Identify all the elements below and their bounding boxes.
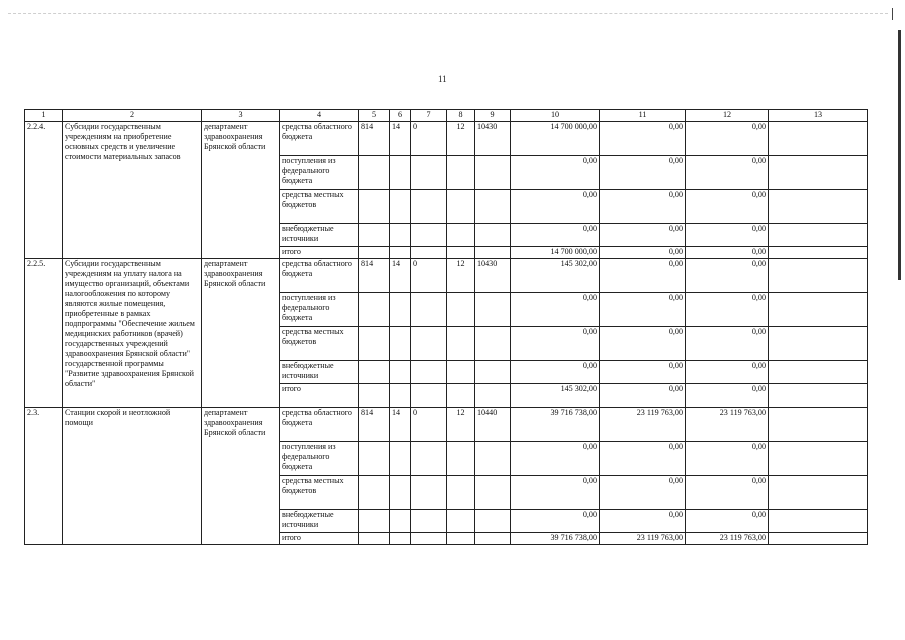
empty-cell	[390, 190, 411, 224]
funding-source: средства областного бюджета	[280, 408, 359, 442]
empty-cell	[447, 190, 475, 224]
amount-cell: 0,00	[600, 259, 686, 293]
code-cell: 14	[390, 259, 411, 293]
empty-cell	[769, 361, 868, 384]
amount-cell: 0,00	[600, 156, 686, 190]
empty-cell	[447, 156, 475, 190]
amount-cell: 39 716 738,00	[511, 533, 600, 545]
empty-cell	[447, 384, 475, 408]
empty-cell	[475, 247, 511, 259]
empty-cell	[769, 327, 868, 361]
empty-cell	[475, 442, 511, 476]
empty-cell	[359, 384, 390, 408]
empty-cell	[411, 247, 447, 259]
funding-source: поступления из федерального бюджета	[280, 156, 359, 190]
empty-cell	[359, 327, 390, 361]
amount-cell: 0,00	[686, 224, 769, 247]
empty-cell	[411, 533, 447, 545]
empty-cell	[769, 293, 868, 327]
header-cell: 4	[280, 110, 359, 122]
header-cell: 8	[447, 110, 475, 122]
code-cell: 10430	[475, 259, 511, 293]
empty-cell	[447, 224, 475, 247]
amount-cell: 14 700 000,00	[511, 247, 600, 259]
empty-cell	[359, 156, 390, 190]
empty-cell	[390, 156, 411, 190]
amount-cell: 0,00	[686, 384, 769, 408]
section-executor: департамент здравоохранения Брянской области	[202, 408, 280, 545]
funding-source: средства местных бюджетов	[280, 190, 359, 224]
code-cell: 14	[390, 122, 411, 156]
amount-cell: 0,00	[686, 190, 769, 224]
code-cell: 14	[390, 408, 411, 442]
section-number: 2.3.	[25, 408, 63, 545]
amount-cell: 0,00	[686, 510, 769, 533]
section-executor: департамент здравоохранения Брянской области	[202, 122, 280, 259]
amount-cell: 0,00	[600, 247, 686, 259]
code-cell: 12	[447, 408, 475, 442]
empty-cell	[411, 156, 447, 190]
amount-cell: 0,00	[686, 293, 769, 327]
code-cell: 814	[359, 122, 390, 156]
header-cell: 5	[359, 110, 390, 122]
empty-cell	[411, 442, 447, 476]
empty-cell	[475, 384, 511, 408]
code-cell: 814	[359, 259, 390, 293]
header-cell: 1	[25, 110, 63, 122]
empty-cell	[411, 384, 447, 408]
page-number: 11	[438, 74, 447, 84]
empty-cell	[359, 224, 390, 247]
empty-cell	[411, 361, 447, 384]
section-name: Станции скорой и неотложной помощи	[63, 408, 202, 545]
empty-cell	[769, 156, 868, 190]
empty-cell	[769, 224, 868, 247]
empty-cell	[411, 190, 447, 224]
empty-cell	[447, 533, 475, 545]
empty-cell	[447, 361, 475, 384]
empty-cell	[390, 384, 411, 408]
amount-cell: 23 119 763,00	[600, 533, 686, 545]
funding-source: итого	[280, 533, 359, 545]
scan-artifact-tick	[892, 8, 893, 20]
section-number: 2.2.5.	[25, 259, 63, 408]
funding-source: внебюджетные источники	[280, 224, 359, 247]
empty-cell	[390, 361, 411, 384]
header-cell: 12	[686, 110, 769, 122]
table-row	[25, 122, 868, 156]
funding-source: внебюджетные источники	[280, 361, 359, 384]
empty-cell	[411, 327, 447, 361]
empty-cell	[475, 224, 511, 247]
funding-source: средства местных бюджетов	[280, 476, 359, 510]
header-cell: 6	[390, 110, 411, 122]
amount-cell: 0,00	[600, 190, 686, 224]
amount-cell: 0,00	[600, 327, 686, 361]
amount-cell: 0,00	[600, 361, 686, 384]
amount-cell: 0,00	[600, 293, 686, 327]
section-executor: департамент здравоохранения Брянской области	[202, 259, 280, 408]
funding-source: итого	[280, 384, 359, 408]
empty-cell	[769, 533, 868, 545]
empty-cell	[359, 442, 390, 476]
amount-cell: 0,00	[686, 327, 769, 361]
funding-source: внебюджетные источники	[280, 510, 359, 533]
empty-cell	[769, 384, 868, 408]
empty-cell	[475, 476, 511, 510]
empty-cell	[475, 190, 511, 224]
empty-cell	[390, 293, 411, 327]
empty-cell	[390, 510, 411, 533]
amount-cell: 14 700 000,00	[511, 122, 600, 156]
amount-cell: 0,00	[686, 259, 769, 293]
empty-cell	[769, 247, 868, 259]
empty-cell	[359, 247, 390, 259]
code-cell: 12	[447, 122, 475, 156]
header-cell: 7	[411, 110, 447, 122]
empty-cell	[359, 476, 390, 510]
amount-cell: 145 302,00	[511, 384, 600, 408]
code-cell: 10440	[475, 408, 511, 442]
code-cell: 12	[447, 259, 475, 293]
empty-cell	[447, 510, 475, 533]
section-number: 2.2.4.	[25, 122, 63, 259]
amount-cell: 23 119 763,00	[686, 408, 769, 442]
empty-cell	[475, 293, 511, 327]
empty-cell	[769, 510, 868, 533]
amount-cell: 0,00	[686, 361, 769, 384]
amount-cell: 0,00	[686, 476, 769, 510]
empty-cell	[447, 442, 475, 476]
empty-cell	[359, 293, 390, 327]
code-cell: 0	[411, 122, 447, 156]
amount-cell: 0,00	[511, 476, 600, 510]
code-cell: 814	[359, 408, 390, 442]
amount-cell: 39 716 738,00	[511, 408, 600, 442]
amount-cell: 0,00	[600, 384, 686, 408]
empty-cell	[390, 224, 411, 247]
header-cell: 11	[600, 110, 686, 122]
empty-cell	[390, 533, 411, 545]
empty-cell	[447, 476, 475, 510]
code-cell: 0	[411, 259, 447, 293]
amount-cell: 0,00	[511, 510, 600, 533]
funding-source: средства местных бюджетов	[280, 327, 359, 361]
header-row	[25, 110, 868, 122]
amount-cell: 0,00	[600, 122, 686, 156]
amount-cell: 0,00	[600, 224, 686, 247]
empty-cell	[390, 442, 411, 476]
amount-cell: 23 119 763,00	[686, 533, 769, 545]
section-name: Субсидии государственным учреждениям на уплату налога на имущество организаций, объектами налогообложения по которому являются жилые помещения, приобретенные в рамках подпрограммы "Обеспечение жильем медицинских работников (врачей) государственных учреждений здравоохранения Брянской области" государственной программы "Развитие здравоохранения Брянской области"	[63, 259, 202, 408]
empty-cell	[447, 293, 475, 327]
empty-cell	[390, 476, 411, 510]
budget-table	[24, 109, 868, 545]
empty-cell	[359, 190, 390, 224]
empty-cell	[359, 533, 390, 545]
empty-cell	[411, 224, 447, 247]
empty-cell	[411, 293, 447, 327]
table-row	[25, 408, 868, 442]
funding-source: средства областного бюджета	[280, 122, 359, 156]
empty-cell	[447, 247, 475, 259]
amount-cell: 23 119 763,00	[600, 408, 686, 442]
amount-cell: 0,00	[511, 327, 600, 361]
empty-cell	[359, 361, 390, 384]
code-cell: 0	[411, 408, 447, 442]
empty-cell	[475, 533, 511, 545]
empty-cell	[359, 510, 390, 533]
amount-cell: 0,00	[511, 293, 600, 327]
empty-cell	[769, 122, 868, 156]
table-row	[25, 259, 868, 293]
header-cell: 9	[475, 110, 511, 122]
amount-cell: 0,00	[600, 510, 686, 533]
amount-cell: 0,00	[511, 361, 600, 384]
header-cell: 2	[63, 110, 202, 122]
header-cell: 3	[202, 110, 280, 122]
amount-cell: 0,00	[600, 476, 686, 510]
empty-cell	[475, 327, 511, 361]
amount-cell: 0,00	[686, 122, 769, 156]
empty-cell	[475, 361, 511, 384]
amount-cell: 0,00	[686, 156, 769, 190]
empty-cell	[769, 259, 868, 293]
amount-cell: 0,00	[511, 156, 600, 190]
amount-cell: 0,00	[511, 442, 600, 476]
amount-cell: 0,00	[686, 442, 769, 476]
funding-source: итого	[280, 247, 359, 259]
empty-cell	[769, 190, 868, 224]
amount-cell: 0,00	[511, 224, 600, 247]
empty-cell	[390, 247, 411, 259]
empty-cell	[447, 327, 475, 361]
empty-cell	[411, 510, 447, 533]
empty-cell	[475, 156, 511, 190]
funding-source: средства областного бюджета	[280, 259, 359, 293]
empty-cell	[411, 476, 447, 510]
funding-source: поступления из федерального бюджета	[280, 293, 359, 327]
amount-cell: 0,00	[511, 190, 600, 224]
empty-cell	[390, 327, 411, 361]
header-cell: 10	[511, 110, 600, 122]
section-name: Субсидии государственным учреждениям на приобретение основных средств и увеличение стоимости материальных запасов	[63, 122, 202, 259]
scan-artifact-right-edge	[898, 30, 901, 280]
amount-cell: 0,00	[686, 247, 769, 259]
amount-cell: 0,00	[600, 442, 686, 476]
amount-cell: 145 302,00	[511, 259, 600, 293]
funding-source: поступления из федерального бюджета	[280, 442, 359, 476]
code-cell: 10430	[475, 122, 511, 156]
header-cell: 13	[769, 110, 868, 122]
scan-artifact-top-line	[8, 13, 888, 14]
empty-cell	[769, 408, 868, 442]
empty-cell	[769, 476, 868, 510]
empty-cell	[475, 510, 511, 533]
empty-cell	[769, 442, 868, 476]
